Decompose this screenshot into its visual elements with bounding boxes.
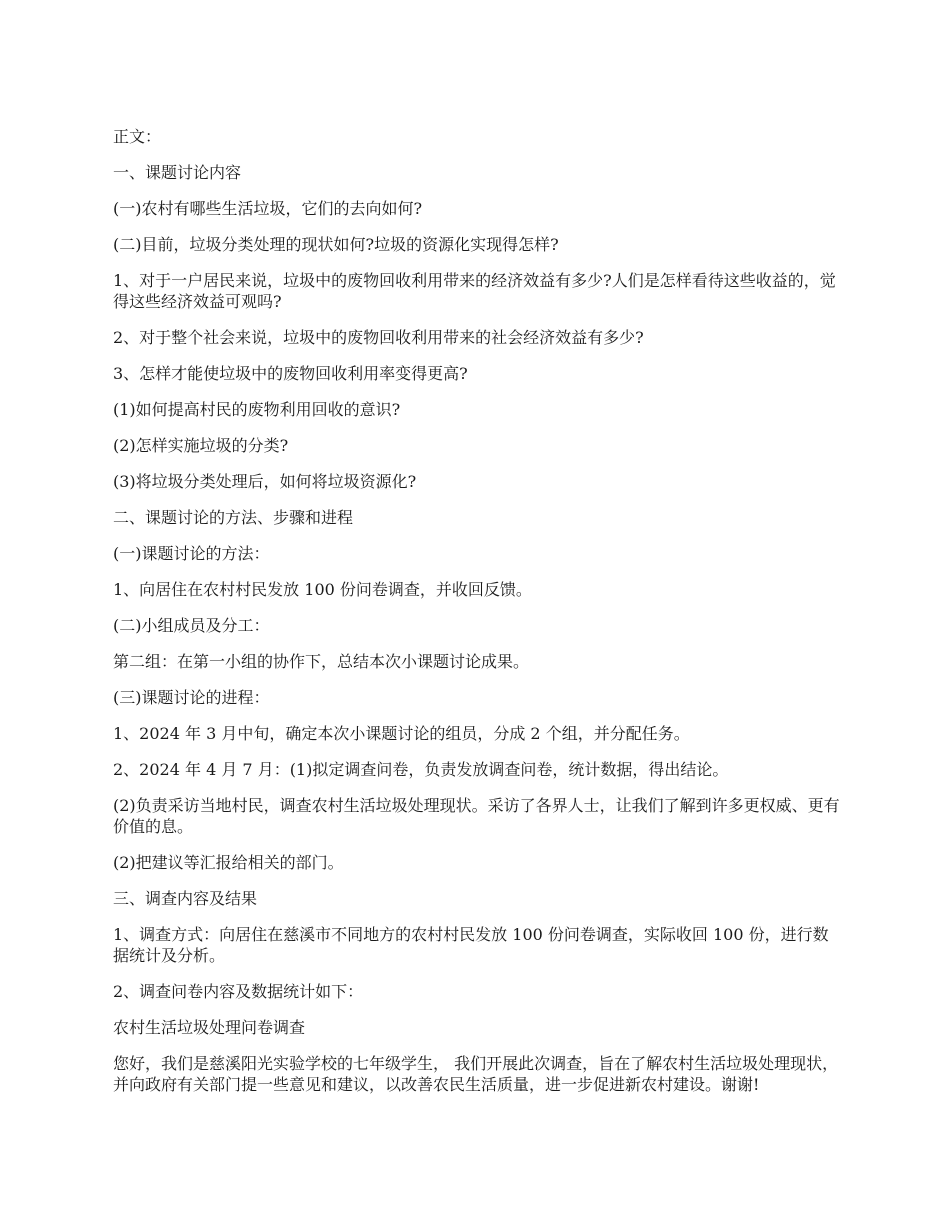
paragraph: 第二组：在第一小组的协作下，总结本次小课题讨论成果。 <box>113 652 530 671</box>
paragraph: (一)课题讨论的方法： <box>113 544 270 563</box>
paragraph: 1、向居住在农村村民发放 100 份问卷调查，并收回反馈。 <box>113 580 532 599</box>
paragraph: 1、调查方式：向居住在慈溪市不同地方的农村村民发放 100 份问卷调查，实际收回 100 份，进行数据统计及分析。 <box>113 925 829 965</box>
section-heading-1: 一、课题讨论内容 <box>113 163 242 182</box>
paragraph: 3、怎样才能使垃圾中的废物回收利用率变得更高? <box>113 364 468 383</box>
paragraph: 2、2024 年 4 月 7 月：(1)拟定调查问卷，负责发放调查问卷，统计数据，得出结论。 <box>113 760 729 779</box>
paragraph: (一)农村有哪些生活垃圾，它们的去向如何? <box>113 199 423 218</box>
paragraph: 2、对于整个社会来说，垃圾中的废物回收利用带来的社会经济效益有多少? <box>113 328 644 347</box>
paragraph: 1、对于一户居民来说，垃圾中的废物回收利用带来的经济效益有多少?人们是怎样看待这些收益的，觉得这些经济效益可观吗? <box>113 271 836 311</box>
paragraph: 1、2024 年 3 月中旬，确定本次小课题讨论的组员，分成 2 个组，并分配任务。 <box>113 724 690 743</box>
survey-title: 农村生活垃圾处理问卷调查 <box>113 1018 306 1037</box>
paragraph: (二)小组成员及分工： <box>113 616 270 635</box>
paragraph: (3)将垃圾分类处理后，如何将垃圾资源化? <box>113 472 417 491</box>
paragraph: 2、调查问卷内容及数据统计如下： <box>113 982 364 1001</box>
paragraph: (2)负责采访当地村民，调查农村生活垃圾处理现状。采访了各界人士，让我们了解到许多更权威、更有价值的息。 <box>113 796 840 836</box>
paragraph: (1)如何提高村民的废物利用回收的意识? <box>113 400 401 419</box>
paragraph: 您好，我们是慈溪阳光实验学校的七年级学生， 我们开展此次调查，旨在了解农村生活垃圾处理现状，并向政府有关部门提一些意见和建议，以改善农民生活质量，进一步促进新农村建设。谢谢! <box>113 1054 839 1094</box>
paragraph: (二)目前，垃圾分类处理的现状如何?垃圾的资源化实现得怎样? <box>113 235 559 254</box>
paragraph: (2)怎样实施垃圾的分类? <box>113 436 289 455</box>
paragraph-body-label: 正文： <box>113 127 162 146</box>
section-heading-2: 二、课题讨论的方法、步骤和进程 <box>113 508 354 527</box>
paragraph: (2)把建议等汇报给相关的部门。 <box>113 853 344 872</box>
document-body <box>113 126 841 1110</box>
section-heading-3: 三、调查内容及结果 <box>113 889 258 908</box>
paragraph: (三)课题讨论的进程： <box>113 688 270 707</box>
